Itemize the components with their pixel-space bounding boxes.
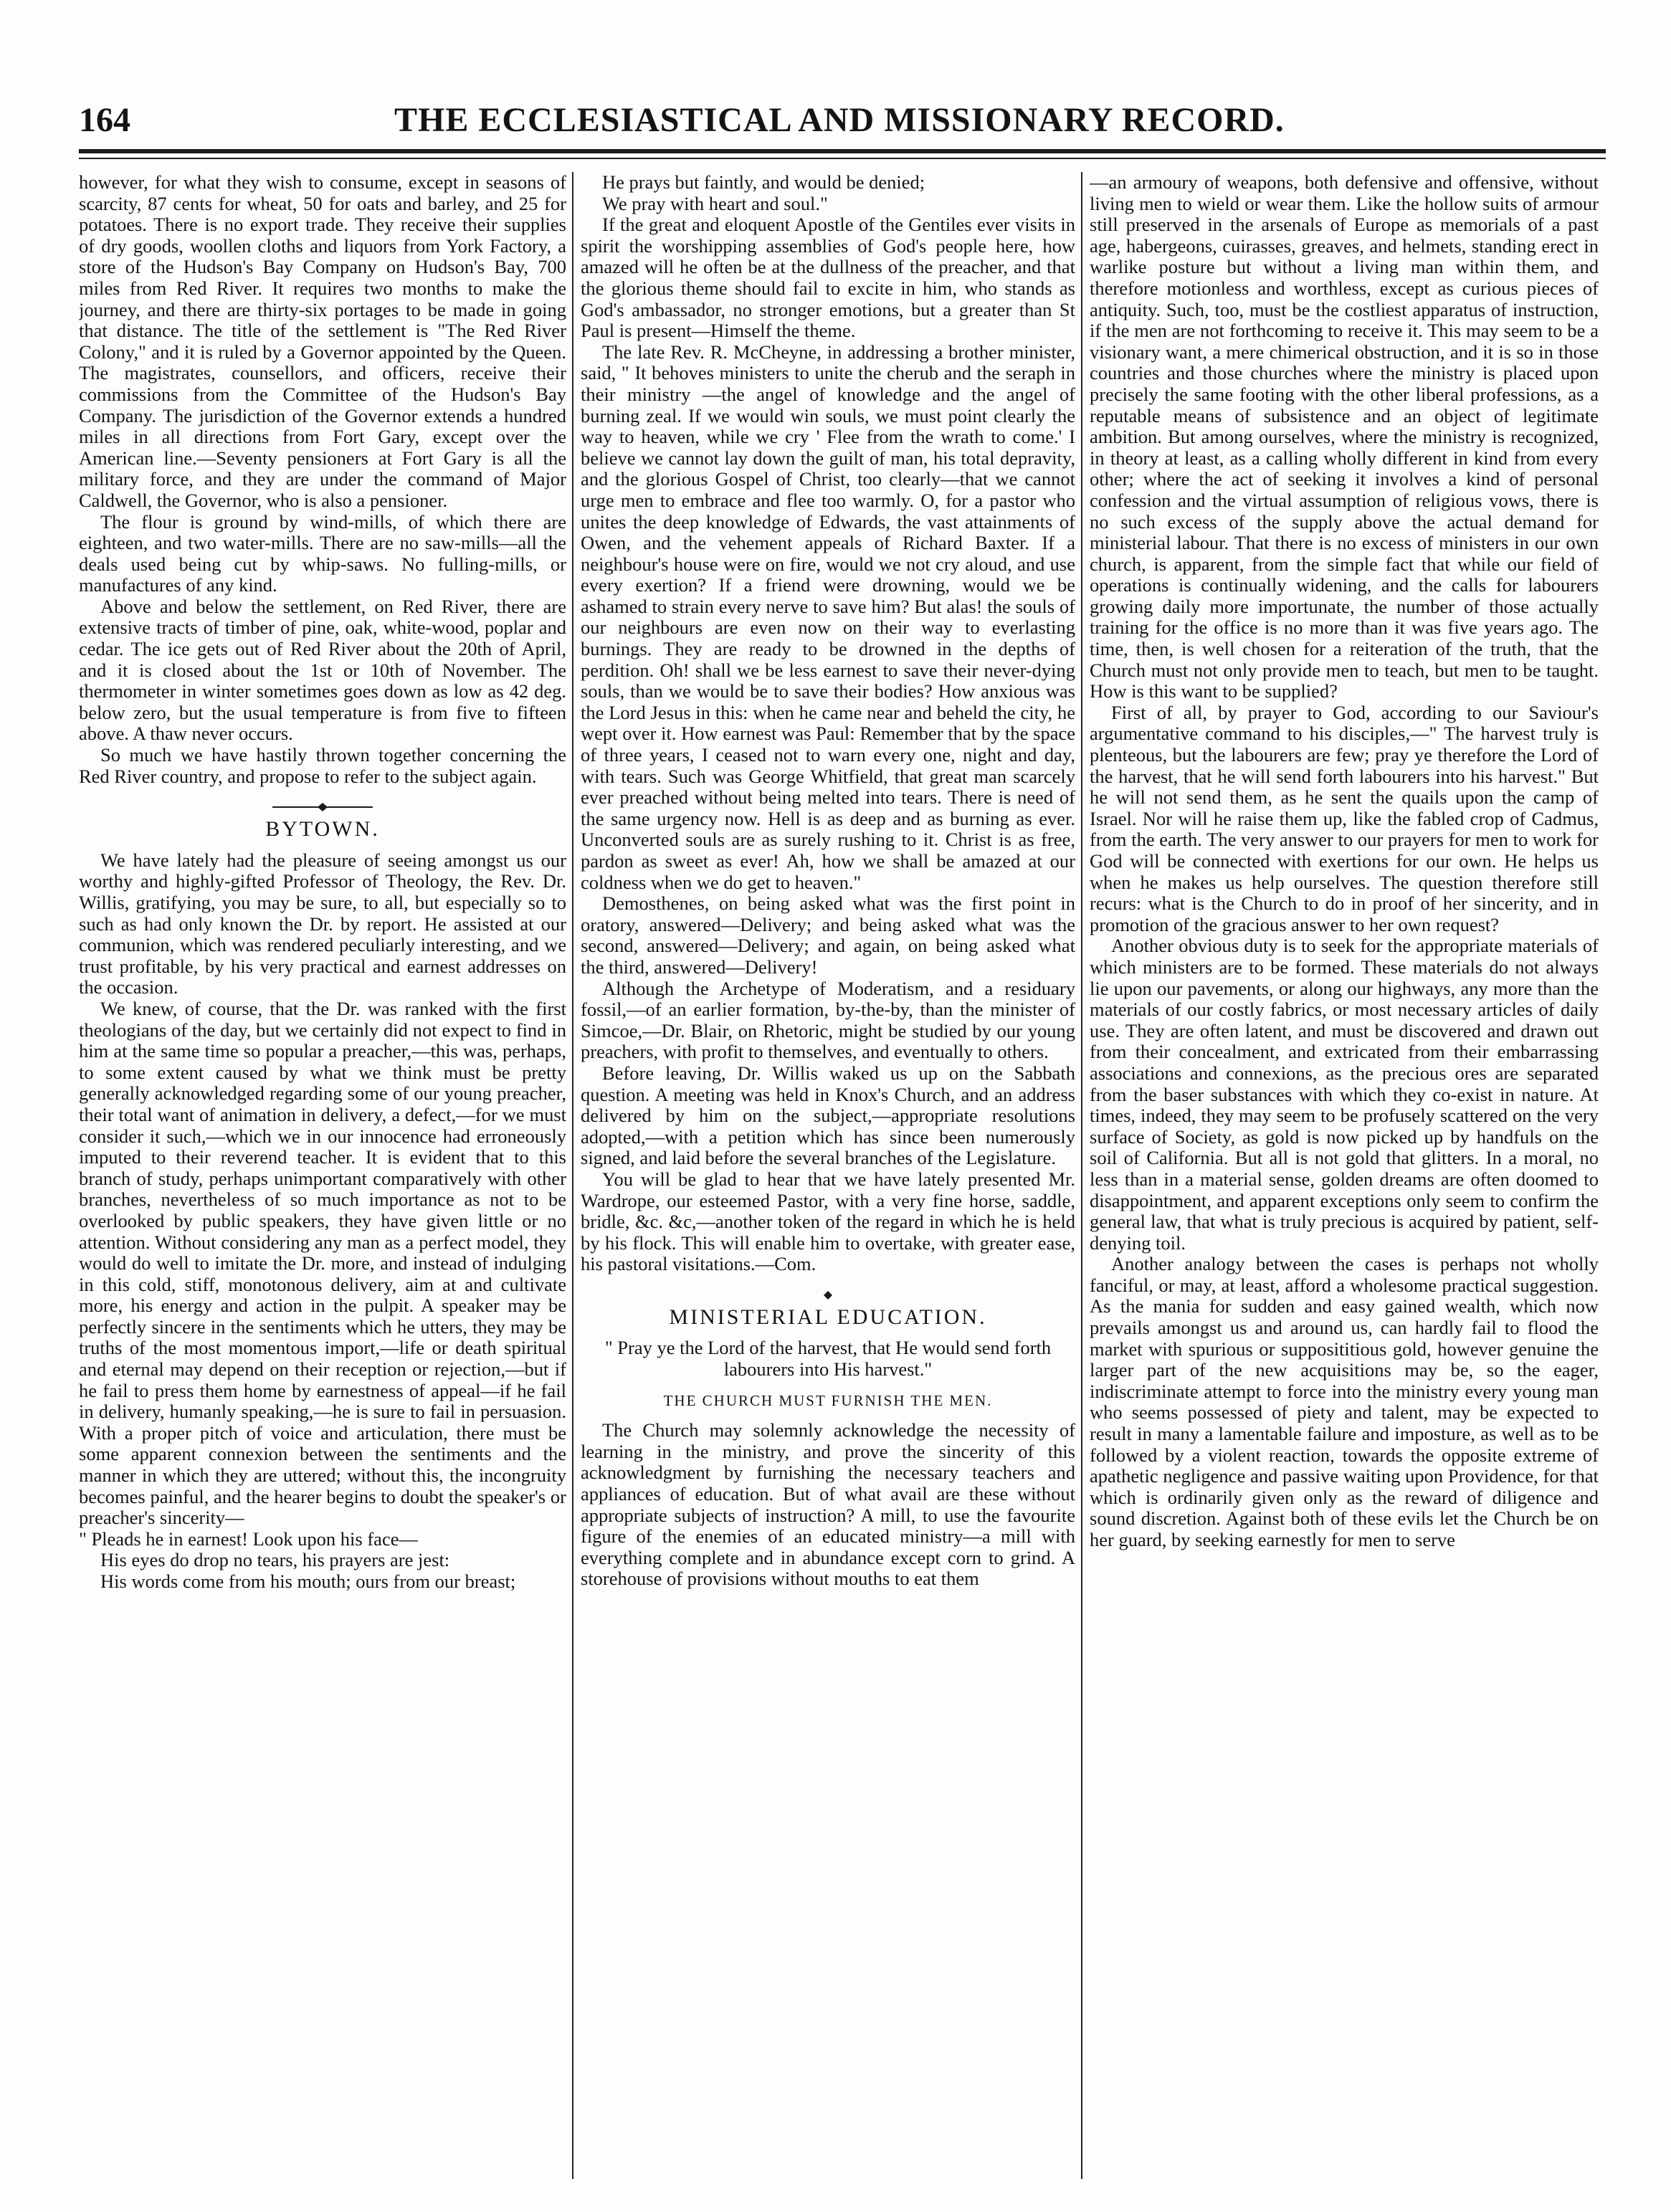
header-rule (79, 149, 1606, 153)
paragraph: So much we have hastily thrown together concerning the Red River country, and propose to refer to the subject again. (79, 744, 566, 787)
paragraph: Another obvious duty is to seek for the appropriate materials of which ministers are to be formed. These materials do not always lie upon our pavements, or along our highways, any more than the materials of our costly fabrics, or most necessary articles of daily use. They are often latent, and must be discovered and drawn out from their concealment, and extricated from their embarrassing associations and connexions, as the precious ores are separated from the baser substances with which they co-exist in nature. At times, indeed, they may seem to be profusely scattered on the very surface of Society, as gold is now picked up by handfuls on the soil of California. But all is not gold that glitters. In a moral, no less than in a material sense, golden dreams are often doomed to disappointment, and apparent exceptions only seem to confirm the general law, that what is truly precious is acquired by patient, self-denying toil. (1090, 935, 1599, 1254)
section-title-bytown: BYTOWN. (265, 817, 380, 842)
paragraph: The flour is ground by wind-mills, of which there are eighteen, and two water-mills. There are no saw-mills—all the deals used being cut by whip-saws. No fulling-mills, or manufactures of any kind. (79, 510, 566, 596)
paragraph: We knew, of course, that the Dr. was ranked with the first theologians of the day, but we certainly did not expect to find in him at the same time so popular a preacher,—this was, perhaps, to some extent caused by what we think must be pretty generally acknowledged regarding some of our young preacher, their total want of animation in delivery, a defect,—for we must consider it such,—which we in our innocence had erroneously imputed to their reverend teacher. It is evident that to this branch of study, perhaps unimportant comparatively with other branches, nevertheless of so much importance as not to be overlooked by public speakers, they have given little or no attention. Without considering any man as a perfect model, they would do well to imitate the Dr. more, and instead of indulging in this cold, stiff, monotonous delivery, aim at and cultivate more, his energy and action in the pulpit. A speaker may be perfectly sincere in the sentiments which he utters, they may be truths of the most momentous import,—life or death spiritual and eternal may depend on their reception or rejection,—but if he fail to press them home by earnestness of appeal—if he fail in delivery, humanly speaking,—he is sure to fail in persuasion. With a proper pitch of voice and articulation, there must be some apparent connexion between the sentiments and the manner in which they are uttered; without this, the incongruity becomes painful, and the hearer begins to doubt the speaker's or preacher's sincerity— (79, 997, 566, 1529)
column-divider (572, 172, 573, 2179)
epigraph: " Pray ye the Lord of the harvest, that He would send forth labourers into His harvest." (604, 1337, 1052, 1381)
paragraph: however, for what they wish to consume, except in seasons of scarcity, 87 cents for wheat, 50 for oats and barley, and 25 for potatoes. There is no export trade. They receive their supplies of dry goods, woollen cloths and liquors from York Factory, a store of the Hudson's Bay Company on Hudson's Bay, 700 miles from Red River. It requires two months to make the journey, and there are thirty-six portages to be made in going that distance. The title of the settlement is "The Red River Colony," and it is ruled by a Governor appointed by the Queen. The magistrates, counsellors, and officers, receive their commissions from the Committee of the Hudson's Bay Company. The jurisdiction of the Governor extends a hundred miles in all directions from Fort Gary, except over the American line.—Seventy pensioners at Fort Gary is all the military force, and they are under the command of Major Caldwell, the Governor, who is also a pensioner. (79, 172, 566, 511)
paragraph: If the great and eloquent Apostle of the Gentiles ever visits in spirit the worshipping assemblies of God's people here, how amazed will he often be at the dullness of the preacher, and that the glorious theme should fail to excite in him, who stands as God's ambassador, no stronger emotions, but a greater than St Paul is present—Himself the theme. (581, 214, 1075, 342)
column-2 (581, 172, 1075, 2193)
paragraph: The late Rev. R. McCheyne, in addressing a brother minister, said, " It behoves ministers to unite the cherub and the seraph in their ministry —the angel of knowledge and the angel of burning zeal. If we would win souls, we must point clearly the way to heaven, while we cry ' Flee from the wrath to come.' I believe we cannot lay down the guilt of man, his total depravity, and the glorious Gospel of Christ, too clearly—that we cannot urge men to embrace and flee too warmly. O, for a pastor who unites the deep knowledge of Edwards, the vast attainments of Owen, and the vehement appeals of Richard Baxter. If a neighbour's house were on fire, would we not cry aloud, and use every exertion? If a friend were drowning, would we be ashamed to strain every nerve to save him? But alas! the souls of our neighbours are even now on their way to everlasting burnings. They are ready to be drowned in the depths of perdition. Oh! shall we be less earnest to save their never-dying souls, than we would be to save their bodies? How anxious was the Lord Jesus in this: when he came near and beheld the city, he wept over it. How earnest was Paul: Remember that by the space of three years, I ceased not to warn every one, night and day, with tears. Such was George Whitfield, that great man scarcely ever preached without being melted into tears. There is need of the same urgency now. Hell is as deep and as burning as ever. Unconverted souls are as surely rushing to it. Christ is as free, pardon as sweet as ever! Ah, how we shall be amazed at our coldness when we do get to heaven." (581, 340, 1075, 893)
page-header (79, 100, 1606, 143)
verse-line: His words come from his mouth; ours from our breast; (100, 1570, 516, 1592)
column-divider (1081, 172, 1082, 2179)
paragraph: Before leaving, Dr. Willis waked us up on the Sabbath question. A meeting was held in Knox's Church, and an address delivered by him on the subject,—appropriate resolutions adopted,—with a petition which has since been numerously signed, and laid before the several branches of the Legislature. (581, 1062, 1075, 1169)
paragraph: Demosthenes, on being asked what was the first point in oratory, answered—Delivery; and being asked what was the second, answered—Delivery; and again, on being asked what the third, answered—Delivery! (581, 892, 1075, 978)
paragraph: You will be glad to hear that we have lately presented Mr. Wardrope, our esteemed Pastor, with a very fine horse, saddle, bridle, &c. &c,—another token of the regard in which he is held by his flock. This will enable him to overtake, with greater ease, his pastoral visitations.—Com. (581, 1168, 1075, 1275)
paragraph: Another analogy between the cases is perhaps not wholly fanciful, or may, at least, afford a wholesome practical suggestion. As the mania for sudden and easy gained wealth, which now prevails amongst us and around us, can hardly fail to flood the market with spurious or supposititious gold, however genuine the larger part of the new acquisitions may be, so the eager, indiscriminate attempt to force into the ministry every young man who seems possessed of piety and talent, may be expected to result in many a lamentable failure and imposture, as well as to be followed by a violent reaction, towards the opposite extreme of apathetic negligence and passive waiting upon Providence, for that which is ordinarily given only as the reward of diligence and sound discretion. Against both of these evils let the Church be on her guard, by seeking earnestly for men to serve (1090, 1253, 1599, 1550)
section-divider-ornament (581, 1288, 1075, 1302)
header-rule-thin (79, 158, 1606, 159)
verse-line: He prays but faintly, and would be denied; (602, 172, 925, 193)
section-divider-ornament (79, 800, 566, 814)
paragraph: The Church may solemnly acknowledge the necessity of learning in the ministry, and prove the sincerity of this acknowledgment by furnishing the necessary teachers and appliances of education. But of what avail are these without appropriate subjects of instruction? A mill, to use the favourite figure of the enemies of an educated ministry—a mill with everything complete and in abundance except corn to grind. A storehouse of provisions without mouths to eat them (581, 1419, 1075, 1590)
column-1 (79, 172, 566, 2193)
verse-line: His eyes do drop no tears, his prayers are jest: (100, 1549, 450, 1571)
subheading: THE CHURCH MUST FURNISH THE MEN. (663, 1391, 993, 1409)
page-number: 164 (79, 101, 130, 139)
verse-line: We pray with heart and soul." (602, 192, 828, 214)
running-title: THE ECCLESIASTICAL AND MISSIONARY RECORD. (394, 101, 1285, 139)
verse-line: " Pleads he in earnest! Look upon his face— (79, 1527, 418, 1550)
paragraph: First of all, by prayer to God, according to our Saviour's argumentative command to his disciples,—" The harvest truly is plenteous, but the labourers are few; pray ye therefore the Lord of the harvest, that he will send forth labourers into his harvest." But he will not send them, as he sent the quails upon the camp of Israel. Nor will he raise them up, like the fabled crop of Cadmus, from the earth. The very answer to our prayers for men to work for God will be connected with exertions for our own. He helps us when he makes us help ourselves. The question therefore still recurs: what is the Church to do in proof of her sincerity, and in promotion of the gracious answer to her own request? (1090, 701, 1599, 935)
section-title-ministerial-education: MINISTERIAL EDUCATION. (669, 1305, 987, 1329)
paragraph: Above and below the settlement, on Red River, there are extensive tracts of timber of pine, oak, white-wood, poplar and cedar. The ice gets out of Red River about the 20th of April, and it is closed about the 1st or 10th of November. The thermometer in winter sometimes goes down as low as 42 deg. below zero, but the usual temperature is from five to fifteen above. A thaw never occurs. (79, 595, 566, 745)
paragraph: Although the Archetype of Moderatism, and a residuary fossil,—of an earlier formation, by-the-by, than the minister of Simcoe,—Dr. Blair, on Rhetoric, might be studied by our young preachers, with profit to themselves, and eventually to others. (581, 977, 1075, 1063)
paragraph: We have lately had the pleasure of seeing amongst us our worthy and highly-gifted Professor of Theology, the Rev. Dr. Willis, gratifying, you may be sure, to all, but especially so to such as had only known the Dr. by report. He assisted at our communion, which was rendered peculiarly interesting, and we trust profitable, by his very practical and earnest addresses on the occasion. (79, 849, 566, 998)
column-3 (1090, 172, 1599, 2193)
paragraph: —an armoury of weapons, both defensive and offensive, without living men to wield or wear them. Like the hollow suits of armour still preserved in the arsenals of Europe as memorials of a past age, habergeons, cuirasses, greaves, and helmets, standing erect in warlike posture but without a living man within them, and therefore motionless and worthless, except as curious pieces of antiquity. Such, too, must be the costliest apparatus of instruction, if the men are not forthcoming to receive it. This may seem to be a visionary want, a mere chimerical obstruction, and it is so in those countries and those churches where the ministry is placed upon precisely the same footing with the other liberal professions, as a reputable means of subsistence and an object of legitimate ambition. But among ourselves, where the ministry is recognized, in theory at least, as a calling wholly different in kind from every other; where the act of seeking it involves a kind of personal confession and the virtual assumption of religious vows, there is no such excess of the supply above the actual demand for ministerial labour. That there is no excess of ministers in our own church, is apparent, from the simple fact that while our field of operations is continually widening, and the calls for labourers growing daily more importunate, the number of those actually training for the office is no more than it was five years ago. The time, then, is well chosen for a reiteration of the truth, that the Church must not only provide men to teach, but men to be taught. How is this want to be supplied? (1090, 172, 1599, 702)
